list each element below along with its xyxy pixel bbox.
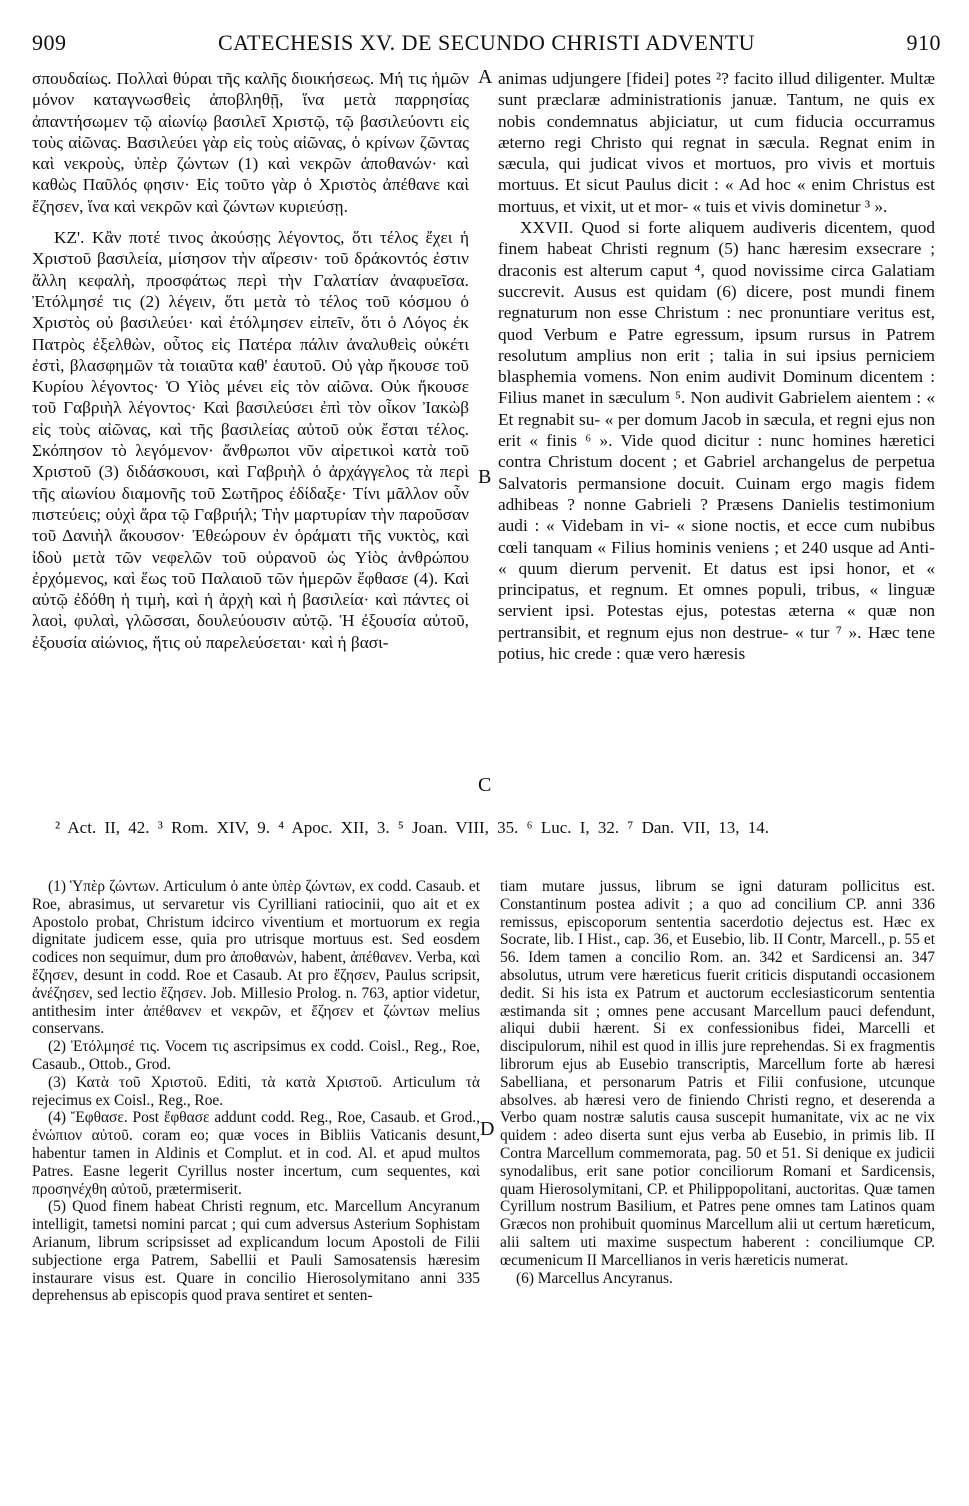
section-marker-c: C (478, 774, 492, 796)
footnote-3: (3) Κατὰ τοῦ Χριστοῦ. Editi, τὰ κατὰ Χριστοῦ. Articulum τὰ rejecimus ex Coisl., Reg., Roe. (32, 1073, 480, 1109)
footnote-4: (4) Ἔφθασε. Post ἔφθασε addunt codd. Reg., Roe, Casaub. et Grod., ἐνώπιον αὐτοῦ. coram eo; quæ voces in Bibliis Vaticanis desunt, habentur tamen in Aldinis et Complut. et in cod. Al. et apud multos Patres. Easne legerit Cyrillus noster incertum, cum sequentes, καὶ προσηνέχθη αὐτοῦ, prætermiserit. (32, 1109, 480, 1198)
footnote-1: (1) Ὑπὲρ ζώντων. Articulum ὁ ante ὑπὲρ ζώντων, ex codd. Casaub. et Roe, abrasimus, ut servaretur vis Cyrilliani ratiocinii, quo ait et ex Apostolo probat, Christum idcirco viventium et mortuorum ex regia dignitate judicem esse, quia pro utrisque mortuus est. Sed eosdem codices non sequimur, dum pro ἀποθανὼν, habent, ἀπέθανεν. Verba, καὶ ἔζησεν, desunt in codd. Roe et Casaub. At pro ἔζησεν, Paulus scripsit, ἀνέζησεν, sed lectio ἔζησεν. Job. Millesio Prolog. n. 763, aptior videtur, antithesim inter ἀπέθανεν et νεκρῶν, et ἔζησεν et ζώντων melius conservans. (32, 878, 480, 1038)
footnotes-left-column (32, 878, 480, 1305)
greek-paragraph-1: σπουδαίως. Πολλαὶ θύραι τῆς καλῆς διοικήσεως. Μή τις ἡμῶν μόνον καταγνωσθεὶς ἀποβληθῇ, ἵνα μετὰ παρρησίας ἀπαντήσωμεν τῷ αἰωνίῳ βασιλεῖ Χριστῷ, τῷ βασιλεύοντι εἰς τοὺς αἰῶνας. Βασιλεύει γὰρ εἰς τοὺς αἰῶνας, ὁ κρίνων ζῶντας καὶ νεκροὺς, ὑπὲρ ζώντων (1) καὶ νεκρῶν ἀποθανών· καὶ καθὼς Παῦλός φησιν· Εἰς τοῦτο γὰρ ὁ Χριστὸς ἀπέθανε καὶ ἔζησεν, ἵνα καὶ νεκρῶν καὶ ζώντων κυριεύσῃ. (32, 69, 469, 216)
scripture-references: ² Act. II, 42. ³ Rom. XIV, 9. ⁴ Apoc. XII, 3. ⁵ Joan. VIII, 35. ⁶ Luc. I, 32. ⁷ Dan. VII, 13, 14. (55, 818, 769, 837)
page-header (32, 30, 941, 66)
section-marker-b: B (478, 466, 492, 488)
footnote-2: (2) Ἐτόλμησέ τις. Vocem τις ascripsimus ex codd. Coisl., Reg., Roe, Casaub., Ottob., Grod. (32, 1038, 480, 1073)
page-number-right: 910 (906, 30, 941, 55)
section-marker-d: D (480, 1118, 495, 1140)
section-marker-a: A (478, 66, 493, 88)
running-title: CATECHESIS XV. DE SECUNDO CHRISTI ADVENTU (217, 30, 756, 55)
latin-paragraph-1: animas udjungere [fidei] potes ²? facito illud diligenter. Multæ sunt præclaræ administrationis januæ. Tantum, ne quis ex nobis condemnatus abjiciatur, ut cum fiducia occurramus æterno regi Christo qui regnat in sæcula. Regnat enim in sæcula, qui judicat vivos et mortuos, pro vivis et mortuis mortuus. Et sicut Paulus dicit : « Ad hoc « enim Christus est mortuus, et vixit, ut et mor- « tuis et vivis dominetur ³ ». (498, 69, 935, 216)
page-number-left: 909 (32, 30, 67, 55)
latin-main-column (498, 68, 935, 664)
footnotes-right-column (500, 878, 935, 1287)
footnote-5: (5) Quod finem habeat Christi regnum, etc. Marcellum Ancyranum intelligit, tametsi nomini parcat ; qui cum adversus Asterium Sophistam Arianum, librum scripsisset ad explicandum locum Apostoli de Filii subjectione erga Patrem, Sabellii et Pauli Samosatensis hæresim instaurare visus est. Quare in concilio Hierosolymitano anni 335 deprehensus ab episcopis quod prava sentiret et senten- (32, 1198, 480, 1305)
greek-paragraph-2: ΚΖ'. Κἂν ποτέ τινος ἀκούσῃς λέγοντος, ὅτι τέλος ἔχει ἡ Χριστοῦ βασιλεία, μίσησον τὴν αἵρεσιν· τοῦ δράκοντός ἐστιν ἄλλη κεφαλὴ, προσφάτως περὶ τὴν Γαλατίαν ἀναφυεῖσα. Ἐτόλμησέ τις (2) λέγειν, ὅτι μετὰ τὸ τέλος τοῦ κόσμου ὁ Χριστὸς οὐ βασιλεύει· καὶ ἐτόλμησεν εἰπεῖν, ὅτι ὁ Λόγος ἐκ Πατρὸς ἐξελθὼν, οὗτος εἰς Πατέρα πάλιν ἀναλυθεὶς οὐκέτι ἐστὶ, βλασφημῶν τὰ τοιαῦτα καθ' ἑαυτοῦ. Οὐ γὰρ ἤκουσε τοῦ Κυρίου λέγοντος· Ὁ Υἱὸς μένει εἰς τὸν αἰῶνα. Οὐκ ἤκουσε τοῦ Γαβριὴλ λέγοντος· Καὶ βασιλεύσει ἐπὶ τὸν οἶκον Ἰακὼβ εἰς τοὺς αἰῶνας, καὶ τῆς βασιλείας αὐτοῦ οὐκ ἔσται τέλος. Σκόπησον τὸ λεγόμενον· ἄνθρωποι νῦν αἱρετικοὶ κατὰ τοῦ Χριστοῦ (3) διδάσκουσι, καὶ Γαβριὴλ ὁ ἀρχάγγελος τὰ περὶ τῆς αἰωνίου διαμονῆς τοῦ Σωτῆρος ἐδίδαξε· Τίνι μᾶλλον οὖν πιστεύεις; οὐχὶ ἄρα τῷ Γαβριήλ; Τὴν μαρτυρίαν τὴν παροῦσαν τοῦ Δανιὴλ ἄκουσον· Ἐθεώρουν ἐν ὁράματι τῆς νυκτὸς, καὶ ἰδοὺ μετὰ τῶν νεφελῶν τοῦ οὐρανοῦ ὡς Υἱὸς ἀνθρώπου ἐρχόμενος, καὶ ἕως τοῦ Παλαιοῦ τῶν ἡμερῶν ἔφθασε (4). Καὶ αὐτῷ ἐδόθη ἡ τιμὴ, καὶ ἡ ἀρχὴ καὶ ἡ βασιλεία· καὶ πάντες οἱ λαοὶ, φυλαὶ, γλῶσσαι, δουλεύουσιν αὐτῷ. Ἡ ἐξουσία αὐτοῦ, ἐξουσία αἰώνιος, ἥτις οὐ παρελεύσεται· καὶ ἡ βασι- (32, 228, 469, 652)
footnote-5-continued: tiam mutare jussus, librum se igni daturam pollicitus est. Constantinum postea adivit ; a quo ad concilium CP. anni 336 remissus, episcoporum sententia sacerdotio dejectus est. Hæc ex Socrate, lib. I Hist., cap. 36, et Eusebio, lib. II Contr, Marcell., p. 55 et 56. Idem tamen a concilio Rom. an. 342 et Sardicensi an. 347 absolutus, utrum vere hæreticus fuerit criticis disputandi occasionem dedit. Si his ista ex Patrum et auctorum ecclesiasticorum sententia æstimanda sit ; omnes pene accusant Marcellum pauci defendunt, aliqui dubii hærent. Si ex confessionibus fidei, Marcelli et discipulorum, nihil est quod in illis jure reprehendas. Si ex fragmentis librorum ejus ab Eusebio transcriptis, Marcellum forte ab hæresi Sabelliana, et personarum Patris et Filii confusione, utcunque absolves. ab hæresi vero de finiendo Christi regno, et deserenda a Verbo quam nostræ salutis causa suscepit humanitate, vix ac ne vix quidem : adeo diserta sunt ejus verba ab Eusebio, in primis lib. II Contra Marcellum commemorata, pag. 50 et 51. Si denique ex judicii synodalibus, erit sane potior conciliorum Romani et Sardicensis, quam Hierosolymitani, CP. et Philippopolitani, auctoritas. Quæ tamen Cyrillum nostrum Basilium, et Patres pene omnes tam Latinos quam Græcos non prohibuit quominus Marcellum alii ut certum hæreticum, alii saltem uti maxime suspectum haberent : conciliumque CP. œcumenicum II Marcellianos in veris hæreticis numerat. (500, 878, 935, 1269)
greek-main-column (32, 68, 469, 653)
latin-paragraph-2: XXVII. Quod si forte aliquem audiveris dicentem, quod finem habeat Christi regnum (5) hanc hæresim exsecrare ; draconis est alterum caput ⁴, quod novissime circa Galatiam succrevit. Ausus est quidam (6) dicere, post mundi finem regnaturum non esse Christum : nec pronuntiare veritus est, quod Verbum e Patre egressum, ipsum rursus in Patrem resolutum amplius non erit ; talia in sui ipsius perniciem blasphemia vomens. Non enim audivit Dominum dicentem : Filius manet in sæculum ⁵. Non audivit Gabrielem aientem : « Et regnabit su- « per domum Jacob in sæcula, et regni ejus non erit « finis ⁶ ». Vide quod dicitur : nunc homines hæretici contra Christum docent ; et Gabriel archangelus de perpetua Salvatoris permansione docuit. Cuinam ergo magis fidem adhibeas ? nonne Gabrieli ? Præsens Danielis testimonium audi : « Videbam in vi- « sione noctis, et ecce cum nubibus cœli tanquam « Filius hominis veniens ; et 240 usque ad Anti- « quum dierum pervenit. Et datus est ipsi honor, et « principatus, et regnum. Et omnes populi, tribus, « linguæ servient ipsi. Potestas ejus, potestas æterna « quæ non pertransibit, et regnum ejus non destrue- « tur ⁷ ». Hæc tene potius, hic crede : quæ vero hæresis (498, 218, 935, 664)
footnote-6: (6) Marcellus Ancyranus. (516, 1269, 673, 1287)
